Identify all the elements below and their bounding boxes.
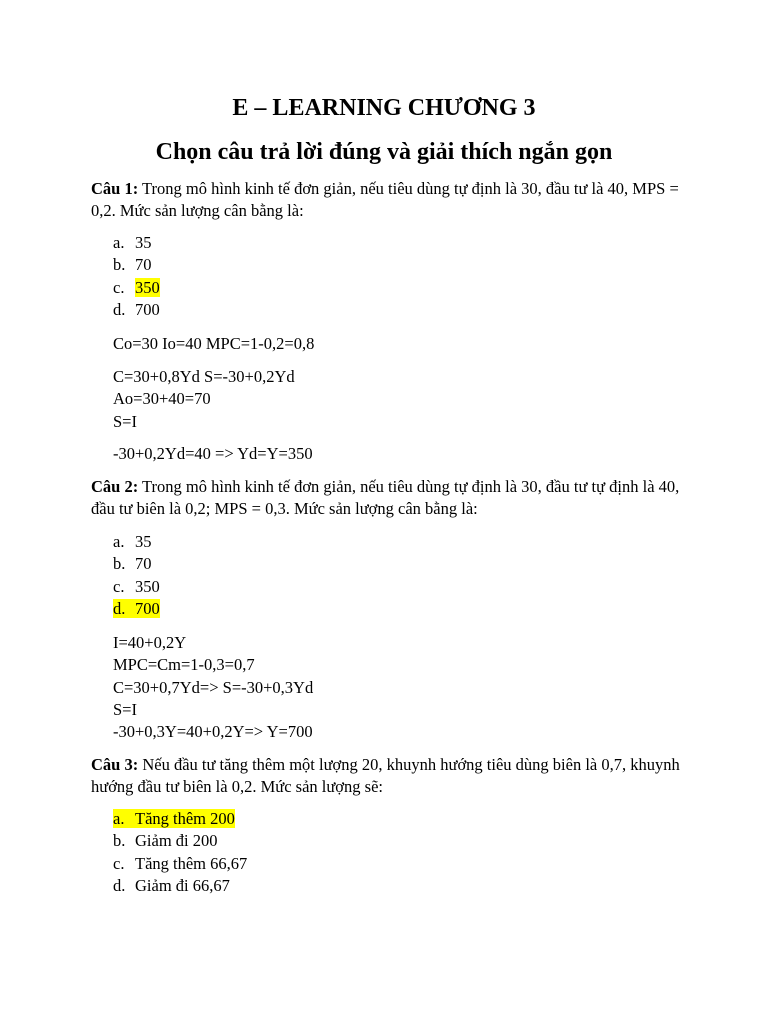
question-2-options: [113, 531, 160, 620]
page-subtitle: Chọn câu trả lời đúng và giải thích ngắn gọn: [155, 139, 613, 165]
q1-option-a: a. 35: [113, 233, 152, 252]
q2-work-block: [113, 632, 313, 743]
q3-option-c: c. Tăng thêm 66,67: [113, 853, 248, 873]
question-3-options: [113, 808, 247, 897]
question-1-label: Câu 1:: [91, 179, 139, 198]
highlighted-answer: d. 700: [113, 598, 160, 618]
q2-work-line: I=40+0,2Y: [113, 633, 187, 652]
question-1: [91, 178, 691, 222]
q1-work-block: [113, 366, 295, 433]
q2-work-line: MPC=Cm=1-0,3=0,7: [113, 655, 255, 675]
q1-work-line: C=30+0,8Yd S=-30+0,2Yd: [113, 367, 295, 386]
q2-option-c: c. 350: [113, 576, 160, 596]
q1-work-line: -30+0,2Yd=40 => Yd=Y=350: [113, 444, 313, 463]
page-title: E – LEARNING CHƯƠNG 3: [232, 95, 536, 121]
q3-option-b: b. Giảm đi 200: [113, 831, 218, 851]
question-2: [91, 476, 691, 520]
q1-work-line: Co=30 Io=40 MPC=1-0,2=0,8: [113, 334, 315, 353]
highlighted-answer: 350: [135, 277, 160, 297]
q2-work-line: S=I: [113, 699, 137, 719]
q2-option-a: a. 35: [113, 532, 152, 551]
q1-work-line: S=I: [113, 411, 137, 431]
question-1-options: [113, 232, 160, 321]
q2-option-d-correct: [113, 598, 160, 620]
question-1-text: Trong mô hình kinh tế đơn giản, nếu tiêu dùng tự định là 30, đầu tư là 40, MPS = 0,2. Mức sản lượng cân bằng là:: [91, 179, 679, 220]
q3-option-d: d. Giảm đi 66,67: [113, 875, 230, 895]
q2-work-line: -30+0,3Y=40+0,2Y=> Y=700: [113, 722, 313, 742]
q3-option-a-correct: [113, 808, 247, 830]
q2-work-line: C=30+0,7Yd=> S=-30+0,3Yd: [113, 677, 314, 697]
question-3-text: Nếu đầu tư tăng thêm một lượng 20, khuynh hướng tiêu dùng biên là 0,7, khuynh hướng đầu tư biên là 0,2. Mức sản lượng sẽ:: [91, 755, 680, 796]
question-2-text: Trong mô hình kinh tế đơn giản, nếu tiêu dùng tự định là 30, đầu tư tự định là 40, đầu tư biên là 0,2; MPS = 0,3. Mức sản lượng cân bằng là:: [91, 477, 680, 518]
question-3-label: Câu 3:: [91, 755, 139, 774]
highlighted-answer: a. Tăng thêm 200: [113, 809, 235, 828]
q1-option-b: b. 70: [113, 255, 152, 275]
q1-work-line: Ao=30+40=70: [113, 389, 211, 409]
question-2-label: Câu 2:: [91, 477, 139, 496]
q1-option-d: d. 700: [113, 299, 160, 319]
question-3: [91, 754, 691, 798]
q1-option-c-correct: c. 350: [113, 277, 160, 297]
q2-option-b: b. 70: [113, 554, 152, 574]
